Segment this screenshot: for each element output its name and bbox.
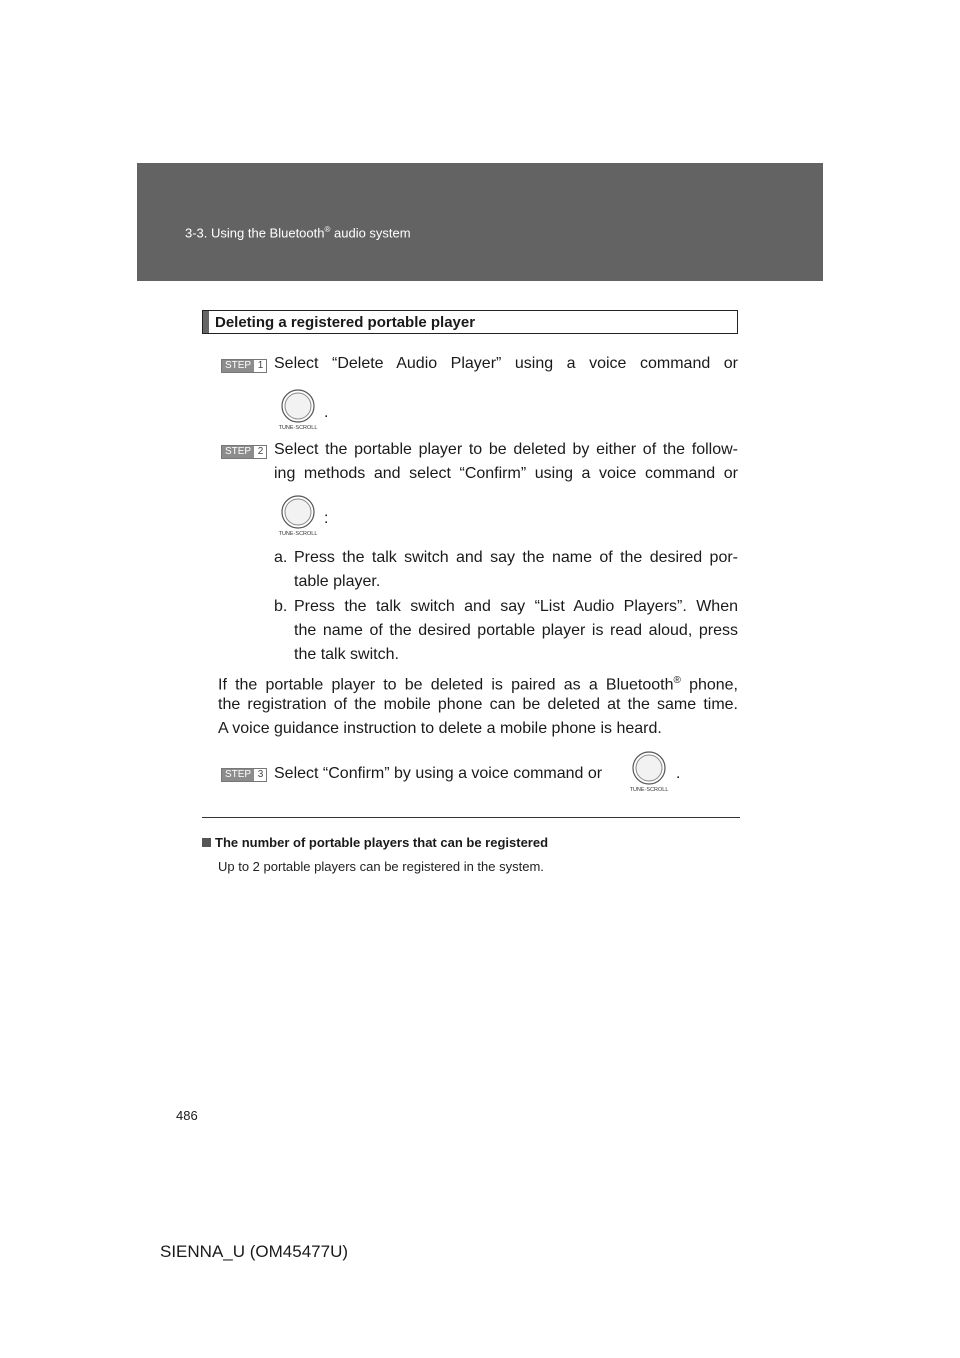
paired-note-line-2: the registration of the mobile phone can be deleted at the same time.: [218, 696, 738, 713]
paired-note-line-1: If the portable player to be deleted is paired as a Bluetooth® phone,: [218, 675, 739, 694]
step-3-end: .: [676, 765, 681, 782]
note-body: Up to 2 portable players can be registered in the system.: [218, 859, 544, 874]
page-number: 486: [176, 1108, 198, 1123]
tune-scroll-knob-icon: [268, 492, 328, 538]
option-a-line-1: Press the talk switch and say the name of the desired por-: [294, 549, 738, 566]
step-2-end: :: [324, 510, 329, 527]
note-title: The number of portable players that can be registered: [202, 835, 548, 850]
chapter-header-band: [137, 163, 823, 281]
footer-model-code: SIENNA_U (OM45477U): [160, 1242, 349, 1261]
tune-scroll-knob-icon: [268, 386, 328, 432]
step-2-line-1: Select the portable player to be deleted by either of the follow-: [274, 441, 738, 458]
option-b-line-2: the name of the desired portable player is read aloud, press: [294, 622, 738, 639]
knob-label: TUNE·SCROLL: [278, 531, 318, 537]
step-1-end: .: [324, 404, 329, 421]
step-1-badge: STEP 1: [221, 359, 267, 373]
note-square-icon: [202, 838, 211, 847]
step-3-text: Select “Confirm” by using a voice command or: [274, 765, 603, 782]
section-title: 3-3. Using the Bluetooth® audio system: [185, 225, 411, 241]
knob-label: TUNE·SCROLL: [629, 787, 669, 793]
option-a-line-2: table player.: [294, 573, 381, 590]
option-a-marker: a.: [274, 549, 288, 566]
step-2-line-2: ing methods and select “Confirm” using a voice command or: [274, 465, 738, 482]
heading-title: Deleting a registered portable player: [215, 314, 476, 331]
step-1-text: Select “Delete Audio Player” using a voice command or: [274, 355, 738, 372]
option-b-line-3: the talk switch.: [294, 646, 399, 663]
step-2-badge: STEP 2: [221, 445, 267, 459]
option-b-line-1: Press the talk switch and say “List Audio Players”. When: [294, 598, 738, 615]
paired-note-line-3: A voice guidance instruction to delete a mobile phone is heard.: [218, 720, 662, 737]
section-divider: [202, 817, 740, 818]
step-3-badge: STEP 3: [221, 768, 267, 782]
heading-box: [202, 310, 738, 334]
heading-bar: [203, 311, 209, 333]
tune-scroll-knob-icon: [619, 748, 679, 794]
knob-label: TUNE·SCROLL: [278, 425, 318, 431]
option-b-marker: b.: [274, 598, 288, 615]
